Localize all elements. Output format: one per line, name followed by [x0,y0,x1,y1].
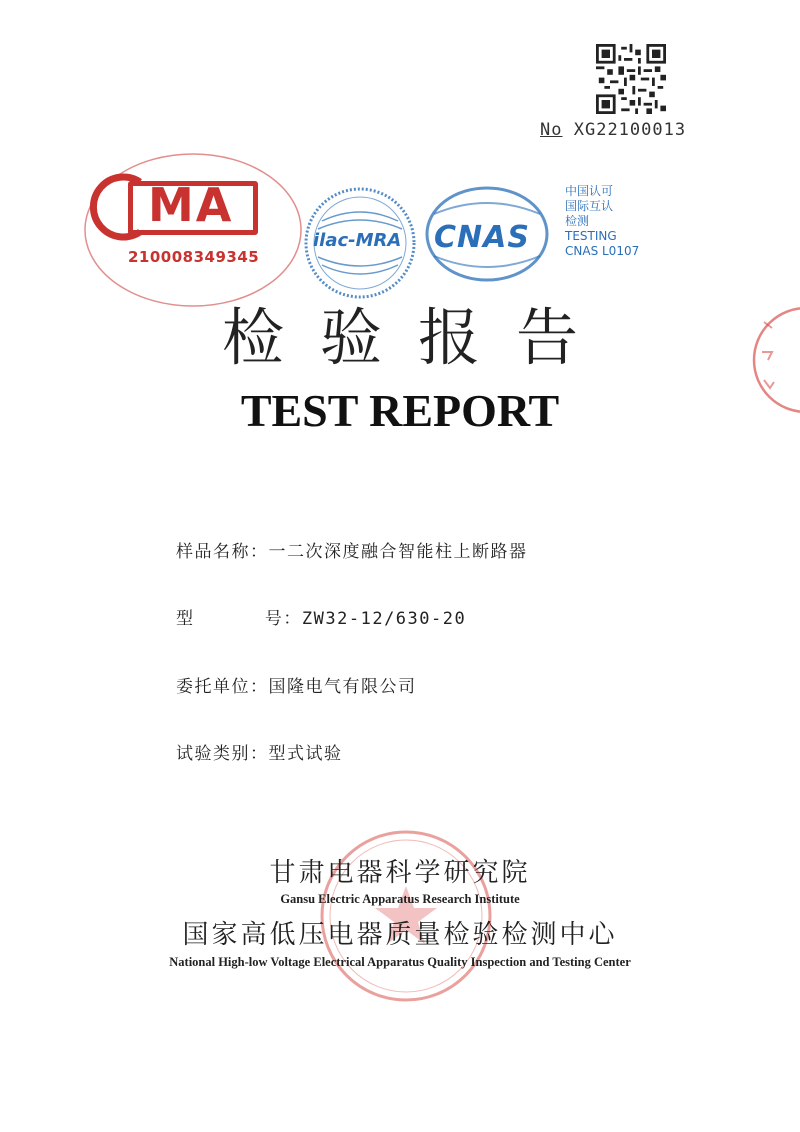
field-value: 国隆电气有限公司 [268,677,417,697]
page-title: 检验报告 [221,301,614,374]
field-value: 一二次深度融合智能柱上断路器 [268,542,528,562]
cnas-side-line: 中国认可 [565,184,614,198]
field-label: 样品名称： [176,542,269,562]
report-number [540,120,686,140]
field-model [176,604,466,629]
report-number-value: XG22100013 [573,120,687,140]
field-label: 试验类别： [176,744,269,764]
cma-c-arc [128,181,258,235]
field-client [176,672,417,697]
center-name-en: National High-low Voltage Electrical Apparatus Quality Inspection and Testing Center [169,955,631,969]
cma-letters: MA [148,178,234,232]
cnas-text: CNAS [434,220,530,255]
field-label: 委托单位： [176,677,269,697]
field-label: 型 号： [176,609,302,629]
cma-number: 210008349345 [128,248,260,266]
ilac-mra-text: ilac-MRA [313,230,402,251]
center-name-cn: 国家高低压电器质量检验检测中心 [182,920,618,950]
institute-name-cn: 甘肃电器科学研究院 [269,858,531,888]
cnas-side-text [565,184,639,259]
cnas-side-line: CNAS L0107 [565,244,640,258]
field-value: ZW32-12/630-20 [301,609,467,629]
page-title-english: TEST REPORT [240,385,560,436]
field-test-type [176,739,343,764]
qr-code-icon [596,44,666,114]
report-number-prefix: No [540,120,563,140]
field-sample-name [176,537,528,562]
cnas-side-line: 检测 [565,214,590,228]
cnas-side-line: 国际互认 [565,199,614,213]
field-value: 型式试验 [268,744,343,764]
institute-name-en: Gansu Electric Apparatus Research Institute [280,892,520,906]
cnas-side-line: TESTING [565,229,617,243]
